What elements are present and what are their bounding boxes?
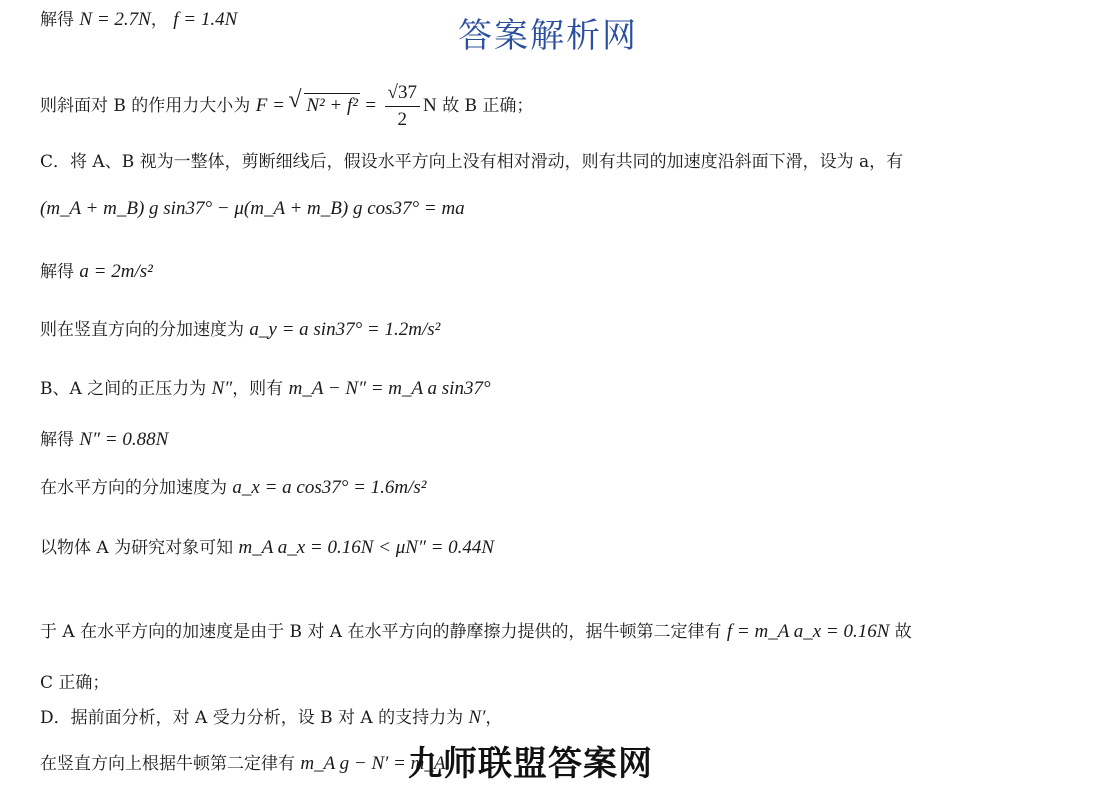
radicand: N² + f² (306, 95, 358, 116)
text: 则斜面对 B 的作用力大小为 (40, 96, 251, 116)
equation-n: N = 2.7N (79, 9, 151, 30)
line-normal-force (40, 377, 491, 401)
text: 解得 (40, 430, 74, 450)
equation-f: f = 1.4N (173, 9, 238, 30)
text: 以物体 A 为研究对象可知 (40, 538, 234, 558)
line-c-correct (40, 671, 109, 695)
text: 解得 (40, 10, 74, 30)
line-option-d (40, 706, 502, 730)
line-vertical-acc (40, 318, 440, 342)
text: D．据前面分析，对 A 受力分析，设 B 对 A 的支持力为 (40, 708, 464, 728)
text: 解得 (40, 262, 74, 282)
text: 在竖直方向上根据牛顿第二定律有 (40, 754, 295, 774)
line-solve-a (40, 260, 153, 284)
equation: a_x = a cos37° = 1.6m/s² (232, 477, 427, 498)
lhs: F = (255, 95, 285, 116)
equation: (m_A + m_B) g sin37° − μ(m_A + m_B) g cos37° = ma (40, 198, 465, 219)
text: 故 (894, 622, 912, 642)
text: B、A 之间的正压力为 (40, 379, 207, 399)
text: 在水平方向的分加速度为 (40, 478, 227, 498)
line-solve-n2 (40, 428, 168, 452)
sep: ， (150, 10, 168, 30)
denominator: 2 (397, 109, 407, 130)
equation: a = 2m/s² (79, 261, 153, 282)
watermark-top: 答案解析网 (458, 16, 638, 56)
line-newton-vertical (40, 752, 445, 776)
fraction (385, 80, 420, 133)
line-object-a (40, 536, 494, 560)
equation: N″ = 0.88N (79, 429, 169, 450)
sqrt-expression (290, 80, 360, 132)
line-static-friction (40, 620, 912, 644)
equation: f = m_A a_x = 0.16N (726, 621, 890, 642)
equation: m_A g − N′ = m_A (300, 753, 446, 774)
line-equation-whole (40, 197, 465, 221)
text: 则在竖直方向的分加速度为 (40, 320, 244, 340)
text: ，则有 (232, 379, 284, 399)
variable: N″ (211, 378, 233, 399)
unit: N (422, 95, 437, 116)
numerator: √37 (385, 80, 420, 107)
line-solve-n-f (40, 8, 237, 32)
text: C．将 A、B 视为一整体，剪断细线后，假设水平方向上没有相对滑动，则有共同的加速度沿斜面下滑，设为 a，有 (40, 152, 904, 172)
text: ， (485, 708, 503, 728)
line-horizontal-acc (40, 476, 427, 500)
equation: m_A a_x = 0.16N < μN″ = 0.44N (238, 537, 495, 558)
text: C 正确； (40, 673, 110, 693)
watermark-bottom: 九师联盟答案网 (408, 744, 653, 784)
text: 于 A 在水平方向的加速度是由于 B 对 A 在水平方向的静摩擦力提供的，据牛顿第二定律有 (40, 622, 722, 642)
line-option-c (40, 150, 903, 174)
text: 故 B 正确； (442, 96, 534, 116)
equals: = (365, 95, 377, 116)
line-force-on-b (40, 80, 533, 133)
equation: a_y = a sin37° = 1.2m/s² (249, 319, 441, 340)
equation: m_A − N″ = m_A a sin37° (288, 378, 491, 399)
variable: N′ (468, 707, 486, 728)
